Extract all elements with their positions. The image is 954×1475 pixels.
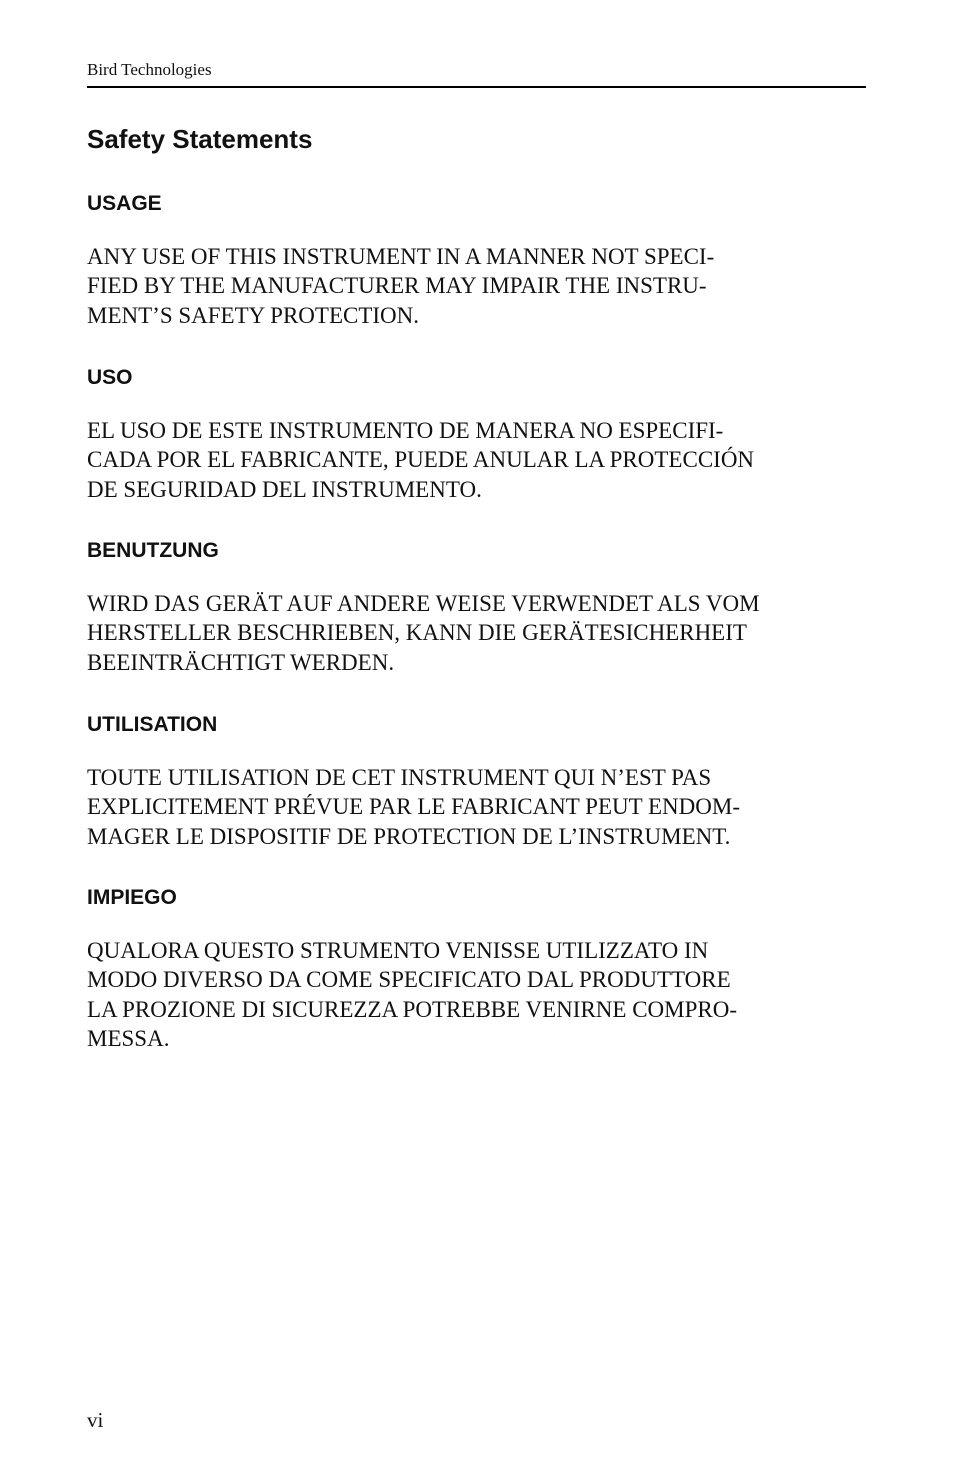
body-line: FIED BY THE MANUFACTURER MAY IMPAIR THE INSTRU- (87, 273, 707, 299)
body-line: ANY USE OF THIS INSTRUMENT IN A MANNER NOT SPECI- (87, 244, 715, 269)
body-line: BEEINTRÄCHTIGT WERDEN. (87, 649, 395, 675)
section-body-utilisation (87, 763, 877, 851)
section-heading-uso: USO (87, 366, 133, 389)
body-line: EL USO DE ESTE INSTRUMENTO DE MANERA NO ESPECIFI- (87, 418, 724, 443)
section-heading-utilisation: UTILISATION (87, 713, 218, 736)
section-body-benutzung (87, 589, 877, 677)
body-line: MAGER LE DISPOSITIF DE PROTECTION DE L’INSTRUMENT. (87, 823, 731, 849)
section-heading-benutzung: BENUTZUNG (87, 539, 219, 562)
body-line: TOUTE UTILISATION DE CET INSTRUMENT QUI N’EST PAS (87, 765, 712, 790)
running-header (87, 60, 866, 88)
body-line: HERSTELLER BESCHRIEBEN, KANN DIE GERÄTESICHERHEIT (87, 620, 747, 646)
body-line: WIRD DAS GERÄT AUF ANDERE WEISE VERWENDET ALS VOM (87, 591, 760, 616)
page-title: Safety Statements (87, 124, 313, 154)
body-line: LA PROZIONE DI SICUREZZA POTREBBE VENIRNE COMPRO- (87, 996, 737, 1022)
body-line: QUALORA QUESTO STRUMENTO VENISSE UTILIZZATO IN (87, 938, 709, 963)
section-heading-usage: USAGE (87, 192, 162, 215)
body-line: MESSA. (87, 1025, 170, 1051)
section-body-impiego (87, 936, 877, 1053)
body-line: MODO DIVERSO DA COME SPECIFICATO DAL PRODUTTORE (87, 967, 731, 993)
body-line: CADA POR EL FABRICANTE, PUEDE ANULAR LA PROTECCIÓN (87, 447, 755, 473)
body-line: EXPLICITEMENT PRÉVUE PAR LE FABRICANT PEUT ENDOM- (87, 794, 740, 820)
page-number: vi (87, 1408, 104, 1432)
body-line: DE SEGURIDAD DEL INSTRUMENTO. (87, 476, 482, 502)
header-company-name: Bird Technologies (87, 60, 212, 79)
section-heading-impiego: IMPIEGO (87, 886, 177, 909)
section-body-usage (87, 242, 877, 330)
section-body-uso (87, 416, 877, 504)
body-line: MENT’S SAFETY PROTECTION. (87, 302, 420, 328)
